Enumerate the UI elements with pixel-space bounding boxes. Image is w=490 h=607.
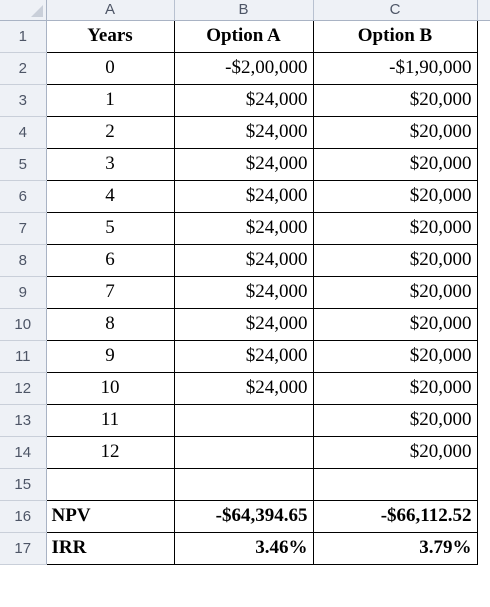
row-header[interactable]: 12 xyxy=(0,372,46,404)
cell-c9[interactable]: $20,000 xyxy=(313,276,477,308)
grid-filler xyxy=(477,372,490,404)
cell-a7[interactable]: 5 xyxy=(46,212,174,244)
row-header[interactable]: 5 xyxy=(0,148,46,180)
row-header[interactable]: 11 xyxy=(0,340,46,372)
cell-a15[interactable] xyxy=(46,468,174,500)
table-row xyxy=(0,372,490,404)
cell-c5[interactable]: $20,000 xyxy=(313,148,477,180)
cell-c14[interactable]: $20,000 xyxy=(313,436,477,468)
cell-b16[interactable]: -$64,394.65 xyxy=(174,500,313,532)
grid-filler xyxy=(477,500,490,532)
grid-filler xyxy=(477,340,490,372)
column-header-c[interactable]: C xyxy=(313,0,477,20)
grid-filler xyxy=(477,468,490,500)
cell-b17[interactable]: 3.46% xyxy=(174,532,313,564)
cell-b1[interactable]: Option A xyxy=(174,20,313,52)
cell-a16[interactable]: NPV xyxy=(46,500,174,532)
table-row xyxy=(0,404,490,436)
cell-a3[interactable]: 1 xyxy=(46,84,174,116)
column-header-b[interactable]: B xyxy=(174,0,313,20)
grid-body xyxy=(0,20,490,564)
cell-b6[interactable]: $24,000 xyxy=(174,180,313,212)
cell-a8[interactable]: 6 xyxy=(46,244,174,276)
cell-a5[interactable]: 3 xyxy=(46,148,174,180)
cell-c2[interactable]: -$1,90,000 xyxy=(313,52,477,84)
cell-b3[interactable]: $24,000 xyxy=(174,84,313,116)
table-row xyxy=(0,436,490,468)
cell-b15[interactable] xyxy=(174,468,313,500)
cell-b7[interactable]: $24,000 xyxy=(174,212,313,244)
grid-filler xyxy=(477,20,490,52)
row-header[interactable]: 14 xyxy=(0,436,46,468)
cell-a17[interactable]: IRR xyxy=(46,532,174,564)
cell-c4[interactable]: $20,000 xyxy=(313,116,477,148)
row-header[interactable]: 3 xyxy=(0,84,46,116)
row-header[interactable]: 1 xyxy=(0,20,46,52)
table-row xyxy=(0,148,490,180)
table-row xyxy=(0,532,490,564)
grid-filler xyxy=(477,116,490,148)
table-row xyxy=(0,212,490,244)
column-header-a[interactable]: A xyxy=(46,0,174,20)
grid-filler xyxy=(477,436,490,468)
cell-b8[interactable]: $24,000 xyxy=(174,244,313,276)
cell-a10[interactable]: 8 xyxy=(46,308,174,340)
row-header[interactable]: 13 xyxy=(0,404,46,436)
cell-a13[interactable]: 11 xyxy=(46,404,174,436)
table-row xyxy=(0,308,490,340)
cell-c15[interactable] xyxy=(313,468,477,500)
cell-b10[interactable]: $24,000 xyxy=(174,308,313,340)
cell-a2[interactable]: 0 xyxy=(46,52,174,84)
row-header[interactable]: 17 xyxy=(0,532,46,564)
grid-filler xyxy=(477,404,490,436)
cell-a9[interactable]: 7 xyxy=(46,276,174,308)
cell-a11[interactable]: 9 xyxy=(46,340,174,372)
cell-b13[interactable] xyxy=(174,404,313,436)
cell-a14[interactable]: 12 xyxy=(46,436,174,468)
table-row xyxy=(0,340,490,372)
table-row xyxy=(0,180,490,212)
table-row xyxy=(0,84,490,116)
row-header[interactable]: 8 xyxy=(0,244,46,276)
row-header[interactable]: 7 xyxy=(0,212,46,244)
cell-a1[interactable]: Years xyxy=(46,20,174,52)
row-header[interactable]: 6 xyxy=(0,180,46,212)
select-all-button[interactable] xyxy=(0,0,46,20)
cell-c7[interactable]: $20,000 xyxy=(313,212,477,244)
row-header[interactable]: 2 xyxy=(0,52,46,84)
row-header[interactable]: 10 xyxy=(0,308,46,340)
cell-c6[interactable]: $20,000 xyxy=(313,180,477,212)
column-header-row xyxy=(0,0,490,20)
column-header-filler xyxy=(477,0,490,20)
grid-filler xyxy=(477,180,490,212)
row-header[interactable]: 9 xyxy=(0,276,46,308)
cell-c3[interactable]: $20,000 xyxy=(313,84,477,116)
table-row xyxy=(0,500,490,532)
row-header[interactable]: 4 xyxy=(0,116,46,148)
cell-a4[interactable]: 2 xyxy=(46,116,174,148)
grid-filler xyxy=(477,52,490,84)
cell-b5[interactable]: $24,000 xyxy=(174,148,313,180)
cell-c12[interactable]: $20,000 xyxy=(313,372,477,404)
row-header[interactable]: 15 xyxy=(0,468,46,500)
cell-b4[interactable]: $24,000 xyxy=(174,116,313,148)
grid-filler xyxy=(477,212,490,244)
table-row xyxy=(0,52,490,84)
cell-c8[interactable]: $20,000 xyxy=(313,244,477,276)
cell-b11[interactable]: $24,000 xyxy=(174,340,313,372)
cell-c17[interactable]: 3.79% xyxy=(313,532,477,564)
table-row xyxy=(0,468,490,500)
cell-b2[interactable]: -$2,00,000 xyxy=(174,52,313,84)
cell-b12[interactable]: $24,000 xyxy=(174,372,313,404)
cell-b14[interactable] xyxy=(174,436,313,468)
cell-c10[interactable]: $20,000 xyxy=(313,308,477,340)
table-row xyxy=(0,276,490,308)
grid-filler xyxy=(477,148,490,180)
grid-filler xyxy=(477,244,490,276)
grid-filler xyxy=(477,532,490,564)
cell-a6[interactable]: 4 xyxy=(46,180,174,212)
table-row xyxy=(0,244,490,276)
cell-c11[interactable]: $20,000 xyxy=(313,340,477,372)
grid-filler xyxy=(477,308,490,340)
grid-filler xyxy=(477,84,490,116)
grid-filler xyxy=(477,276,490,308)
cell-a12[interactable]: 10 xyxy=(46,372,174,404)
row-header[interactable]: 16 xyxy=(0,500,46,532)
cell-c16[interactable]: -$66,112.52 xyxy=(313,500,477,532)
cell-c13[interactable]: $20,000 xyxy=(313,404,477,436)
cell-c1[interactable]: Option B xyxy=(313,20,477,52)
table-row xyxy=(0,116,490,148)
select-all-triangle-icon xyxy=(31,5,43,17)
table-row xyxy=(0,20,490,52)
cell-b9[interactable]: $24,000 xyxy=(174,276,313,308)
